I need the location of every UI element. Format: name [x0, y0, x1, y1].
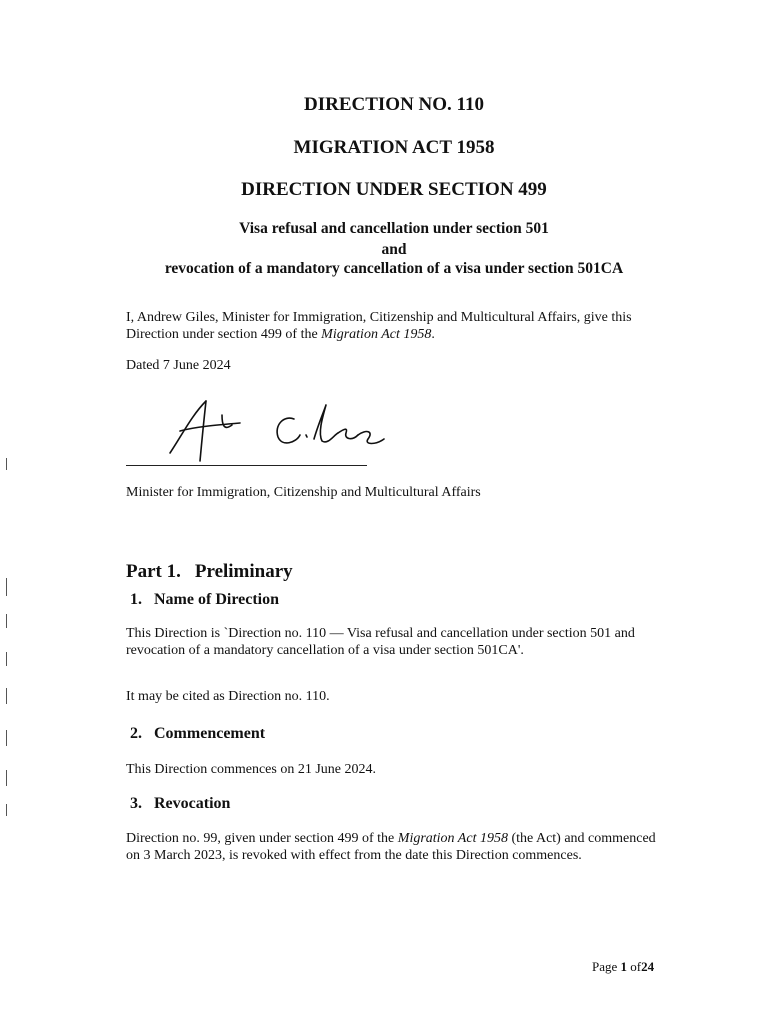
section-number: 2.: [130, 725, 142, 742]
name-of-direction-paragraph: This Direction is `Direction no. 110 — Visa refusal and cancellation under section 501 and revocation of a mandatory cancellation of a visa under section 501CA'.: [126, 626, 635, 658]
part-number: Part 1.: [126, 561, 181, 582]
revocation-paragraph: [126, 830, 666, 864]
part-title: Preliminary: [194, 561, 293, 582]
direction-number-heading: DIRECTION NO. 110: [304, 94, 484, 115]
revocation-text-end: (the Act) and commenced on 3 March 2023, is revoked with effect from the date this Direction commences.: [126, 831, 656, 863]
signatory-role: Minister for Immigration, Citizenship and Multicultural Affairs: [126, 485, 481, 500]
scan-margin-mark: [6, 578, 7, 596]
intro-text-end: .: [431, 327, 435, 342]
page-of-label: of: [630, 959, 642, 974]
revocation-text: Direction no. 99, given under section 499 of the: [126, 831, 398, 846]
act-heading: MIGRATION ACT 1958: [293, 137, 495, 158]
section-number: 1.: [130, 591, 142, 608]
section-2-heading: [130, 725, 265, 743]
section-title: Name of Direction: [154, 591, 279, 608]
signature-line: [126, 465, 367, 466]
section-title: Commencement: [154, 725, 266, 742]
section-number: 3.: [130, 795, 142, 812]
dated-line: Dated 7 June 2024: [126, 358, 231, 373]
subtitle-line-3: revocation of a mandatory cancellation of a visa under section 501CA: [164, 260, 624, 277]
scan-margin-mark: [6, 804, 7, 816]
citation-paragraph: It may be cited as Direction no. 110.: [126, 689, 330, 704]
handwritten-signature: [160, 395, 400, 465]
scan-margin-mark: [6, 688, 7, 704]
subtitle-line-1: Visa refusal and cancellation under section 501: [239, 220, 549, 237]
section-title: Revocation: [154, 795, 231, 812]
part-1-heading: [126, 561, 293, 583]
direction-under-heading: DIRECTION UNDER SECTION 499: [241, 179, 547, 200]
page-current: 1: [620, 959, 628, 974]
intro-act-name: Migration Act 1958: [321, 327, 432, 342]
subtitle-line-2: and: [381, 241, 407, 258]
scan-margin-mark: [6, 730, 7, 746]
page-label: Page: [592, 959, 618, 974]
revocation-act-name: Migration Act 1958: [397, 831, 508, 846]
page-total: 24: [641, 959, 655, 974]
section-1-heading: [130, 591, 279, 609]
scan-margin-mark: [6, 458, 7, 470]
commencement-paragraph: This Direction commences on 21 June 2024.: [126, 762, 377, 777]
scan-margin-mark: [6, 770, 7, 786]
section-3-heading: [130, 795, 230, 813]
scan-margin-mark: [6, 652, 7, 666]
intro-paragraph: [126, 309, 666, 343]
intro-text: I, Andrew Giles, Minister for Immigration, Citizenship and Multicultural Affairs, give this Direction under section 499 of the: [126, 310, 632, 342]
page-number-footer: [592, 959, 654, 975]
scan-margin-mark: [6, 614, 7, 628]
